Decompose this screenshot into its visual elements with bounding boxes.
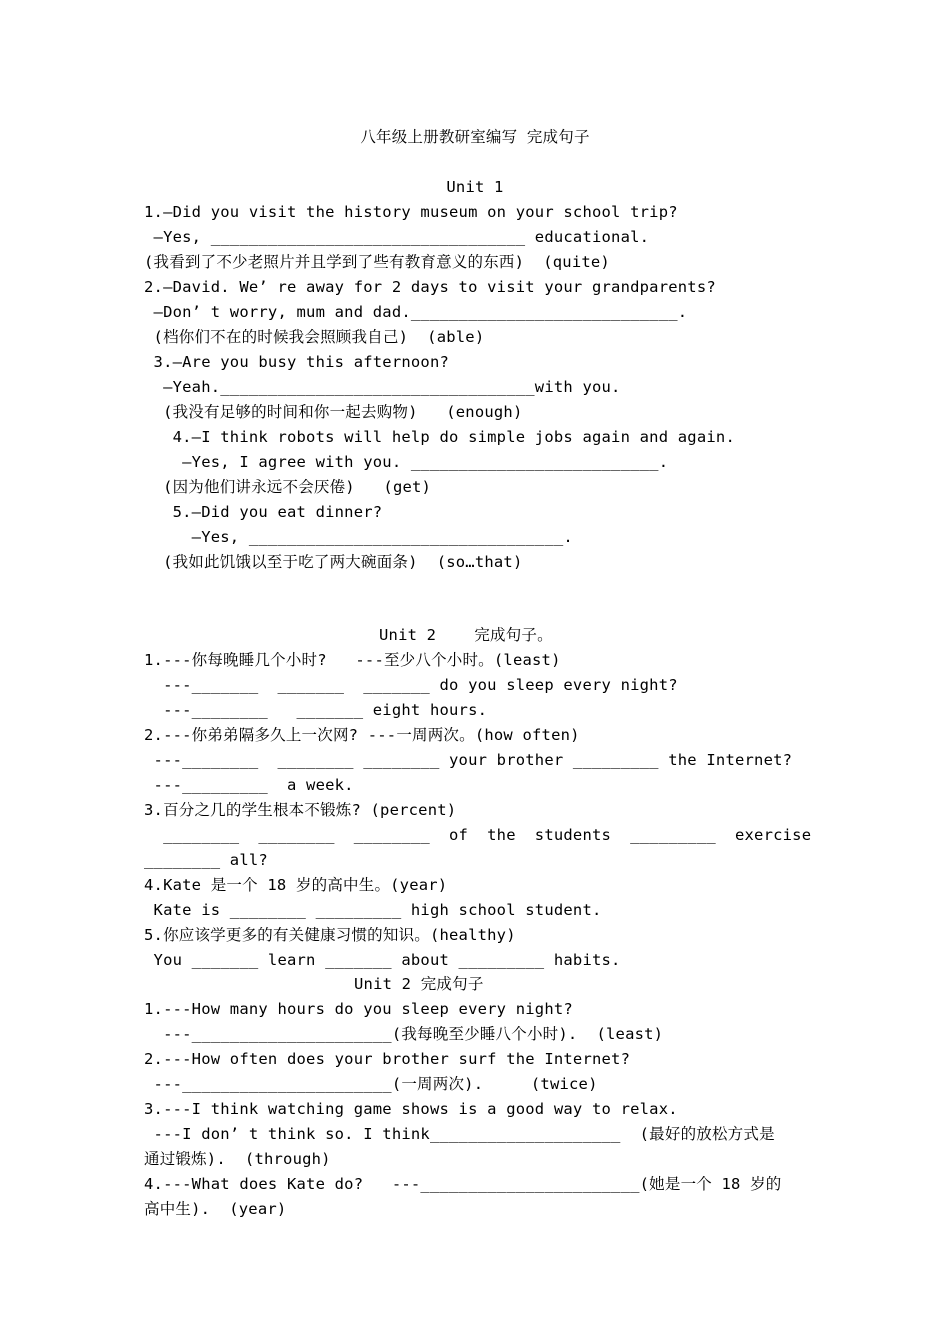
unit1-line: 3.—Are you busy this afternoon? <box>144 353 450 371</box>
unit2-line: ________ ________ ________ of the students _________ exercise <box>144 826 812 844</box>
unit2b-heading: Unit 2 完成句子 <box>354 975 484 993</box>
unit2-line: You _______ learn _______ about _________ habits. <box>144 951 621 969</box>
unit2-line: ---________ _______ eight hours. <box>144 701 488 719</box>
document-title: 八年级上册教研室编写 完成句子 <box>360 128 590 146</box>
unit2-line: 1.---你每晚睡几个小时? ---至少八个小时。(least) <box>144 651 561 669</box>
unit1-line: —Don’ t worry, mum and dad.____________________________. <box>144 303 688 321</box>
unit2-line: Kate is ________ _________ high school student. <box>144 901 602 919</box>
unit1-line: —Yes, I agree with you. __________________________. <box>144 453 669 471</box>
unit1-line: —Yeah._________________________________with you. <box>144 378 621 396</box>
unit1-line: 5.—Did you eat dinner? <box>144 503 383 521</box>
unit1-line: (我没有足够的时间和你一起去购物) (enough) <box>144 403 523 421</box>
unit1-line: 4.—I think robots will help do simple jobs again and again. <box>144 428 735 446</box>
unit1-line: (档你们不在的时候我会照顾我自己) (able) <box>144 328 485 346</box>
unit2b-line: 3.---I think watching game shows is a good way to relax. <box>144 1100 678 1118</box>
unit2-line: 3.百分之几的学生根本不锻炼? (percent) <box>144 801 457 819</box>
unit2-line: ________ all? <box>144 851 268 869</box>
unit1-line: (我看到了不少老照片并且学到了些有教育意义的东西) (quite) <box>144 253 610 271</box>
unit2b-line: 1.---How many hours do you sleep every night? <box>144 1000 573 1018</box>
unit1-heading: Unit 1 <box>446 178 504 196</box>
unit1-line: —Yes, _________________________________ educational. <box>144 228 650 246</box>
unit1-line: 2.—David. We’ re away for 2 days to visit your grandparents? <box>144 278 716 296</box>
unit2b-line: ---______________________(一周两次). (twice) <box>144 1075 598 1093</box>
unit2-line: 2.---你弟弟隔多久上一次网? ---一周两次。(how often) <box>144 726 580 744</box>
unit2-line: 5.你应该学更多的有关健康习惯的知识。(healthy) <box>144 926 516 944</box>
unit2b-line: 4.---What does Kate do? ---_______________________(她是一个 18 岁的 <box>144 1175 782 1193</box>
unit2b-line: 通过锻炼). (through) <box>144 1150 331 1168</box>
unit2-line: ---_______ _______ _______ do you sleep every night? <box>144 676 678 694</box>
unit1-line: (因为他们讲永远不会厌倦) (get) <box>144 478 432 496</box>
unit1-line: 1.—Did you visit the history museum on your school trip? <box>144 203 678 221</box>
unit2-line: ---________ ________ ________ your brother _________ the Internet? <box>144 751 793 769</box>
unit2-line: ---_________ a week. <box>144 776 354 794</box>
unit2-line: 4.Kate 是一个 18 岁的高中生。(year) <box>144 876 448 894</box>
unit1-line: —Yes, _________________________________. <box>144 528 573 546</box>
unit2b-line: 2.---How often does your brother surf the Internet? <box>144 1050 631 1068</box>
unit1-line: (我如此饥饿以至于吃了两大碗面条) (so…that) <box>144 553 523 571</box>
unit2b-line: ---_____________________(我每晚至少睡八个小时). (least) <box>144 1025 664 1043</box>
unit2b-line: 高中生). (year) <box>144 1200 287 1218</box>
unit2b-line: ---I don’ t think so. I think____________________ (最好的放松方式是 <box>144 1125 775 1143</box>
unit2-heading: Unit 2 完成句子。 <box>379 626 553 644</box>
